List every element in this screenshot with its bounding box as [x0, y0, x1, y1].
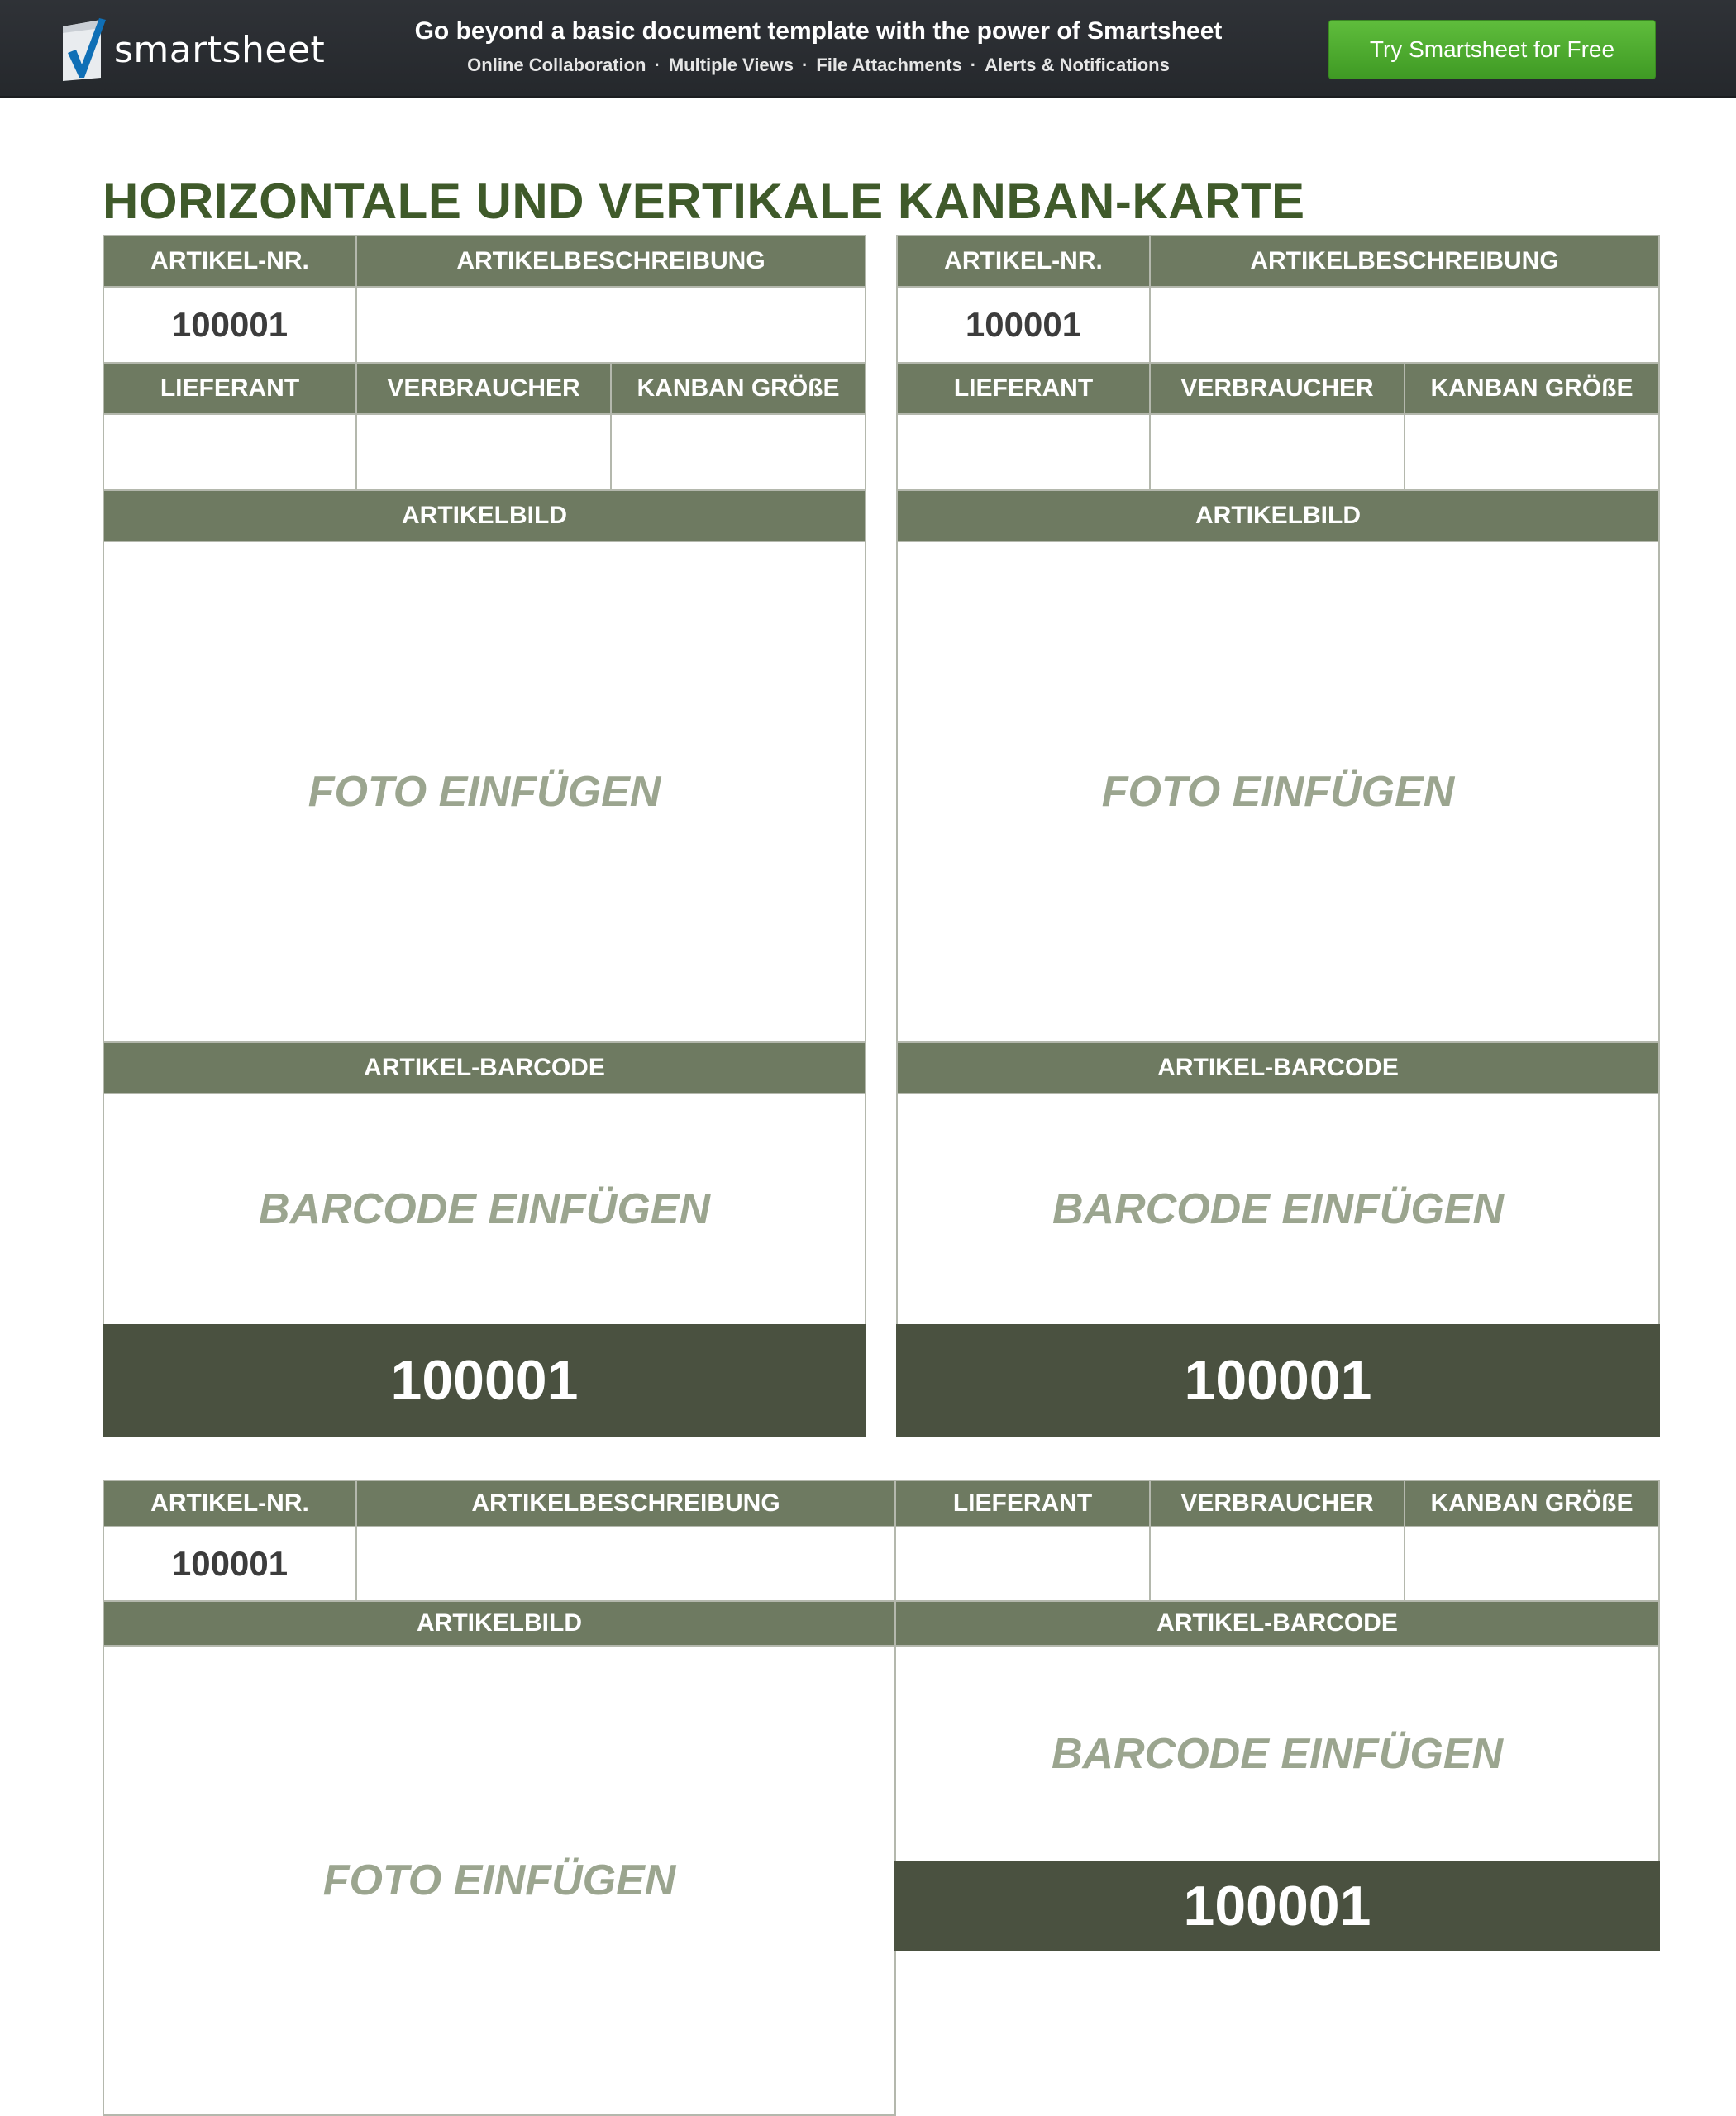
description-header: ARTIKELBESCHREIBUNG [355, 235, 866, 288]
card-footer-number: 100001 [103, 1324, 866, 1437]
image-header: ARTIKELBILD [896, 489, 1660, 542]
barcode-placeholder[interactable]: BARCODE EINFÜGEN [896, 1093, 1660, 1326]
description-value[interactable] [355, 286, 866, 364]
item-no-value[interactable]: 100001 [896, 286, 1151, 364]
consumer-value[interactable] [1149, 413, 1405, 491]
kanban-card-vertical [103, 235, 866, 1437]
description-value[interactable] [355, 1526, 896, 1602]
banner-features [389, 51, 1248, 79]
supplier-header: LIEFERANT [896, 362, 1151, 415]
feature-separator: · [654, 55, 661, 75]
kanban-size-header: KANBAN GRÖßE [1404, 362, 1660, 415]
feature-item: Multiple Views [668, 55, 794, 75]
kanban-size-header: KANBAN GRÖßE [610, 362, 866, 415]
description-value[interactable] [1149, 286, 1660, 364]
consumer-header: VERBRAUCHER [1149, 362, 1405, 415]
promo-banner [0, 0, 1736, 98]
photo-placeholder[interactable]: FOTO EINFÜGEN [896, 541, 1660, 1043]
banner-headline: Go beyond a basic document template with the power of Smartsheet [414, 17, 1223, 45]
card-footer-number: 100001 [894, 1861, 1660, 1951]
photo-placeholder[interactable]: FOTO EINFÜGEN [103, 541, 866, 1043]
supplier-value[interactable] [896, 413, 1151, 491]
description-header: ARTIKELBESCHREIBUNG [1149, 235, 1660, 288]
feature-separator: · [970, 55, 977, 75]
feature-item: Online Collaboration [467, 55, 646, 75]
page-title: HORIZONTALE UND VERTIKALE KANBAN-KARTE [103, 174, 1305, 229]
kanban-size-value[interactable] [610, 413, 866, 491]
smartsheet-logo-icon [60, 17, 106, 83]
kanban-card-horizontal [103, 1480, 1660, 2116]
barcode-header: ARTIKEL-BARCODE [894, 1600, 1660, 1647]
kanban-card-vertical [896, 235, 1660, 1437]
supplier-header: LIEFERANT [103, 362, 357, 415]
barcode-placeholder[interactable]: BARCODE EINFÜGEN [894, 1645, 1660, 1863]
item-no-header: ARTIKEL-NR. [896, 235, 1151, 288]
item-no-header: ARTIKEL-NR. [103, 235, 357, 288]
barcode-placeholder[interactable]: BARCODE EINFÜGEN [103, 1093, 866, 1326]
try-smartsheet-button[interactable]: Try Smartsheet for Free [1328, 20, 1656, 79]
card-footer-number: 100001 [896, 1324, 1660, 1437]
photo-placeholder[interactable]: FOTO EINFÜGEN [103, 1645, 896, 2116]
feature-item: File Attachments [816, 55, 962, 75]
logo-text: smartsheet [114, 28, 326, 71]
item-no-header: ARTIKEL-NR. [103, 1480, 357, 1527]
barcode-header: ARTIKEL-BARCODE [896, 1041, 1660, 1094]
feature-separator: · [802, 55, 808, 75]
smartsheet-logo[interactable] [60, 15, 325, 84]
item-no-value[interactable]: 100001 [103, 1526, 357, 1602]
consumer-header: VERBRAUCHER [355, 362, 612, 415]
consumer-value[interactable] [355, 413, 612, 491]
supplier-header: LIEFERANT [894, 1480, 1151, 1527]
image-header: ARTIKELBILD [103, 489, 866, 542]
image-header: ARTIKELBILD [103, 1600, 896, 1647]
supplier-value[interactable] [103, 413, 357, 491]
consumer-header: VERBRAUCHER [1149, 1480, 1405, 1527]
kanban-size-value[interactable] [1404, 413, 1660, 491]
kanban-size-value[interactable] [1404, 1526, 1660, 1602]
feature-item: Alerts & Notifications [985, 55, 1170, 75]
description-header: ARTIKELBESCHREIBUNG [355, 1480, 896, 1527]
banner-message [389, 15, 1248, 79]
kanban-size-header: KANBAN GRÖßE [1404, 1480, 1660, 1527]
barcode-header: ARTIKEL-BARCODE [103, 1041, 866, 1094]
consumer-value[interactable] [1149, 1526, 1405, 1602]
supplier-value[interactable] [894, 1526, 1151, 1602]
item-no-value[interactable]: 100001 [103, 286, 357, 364]
